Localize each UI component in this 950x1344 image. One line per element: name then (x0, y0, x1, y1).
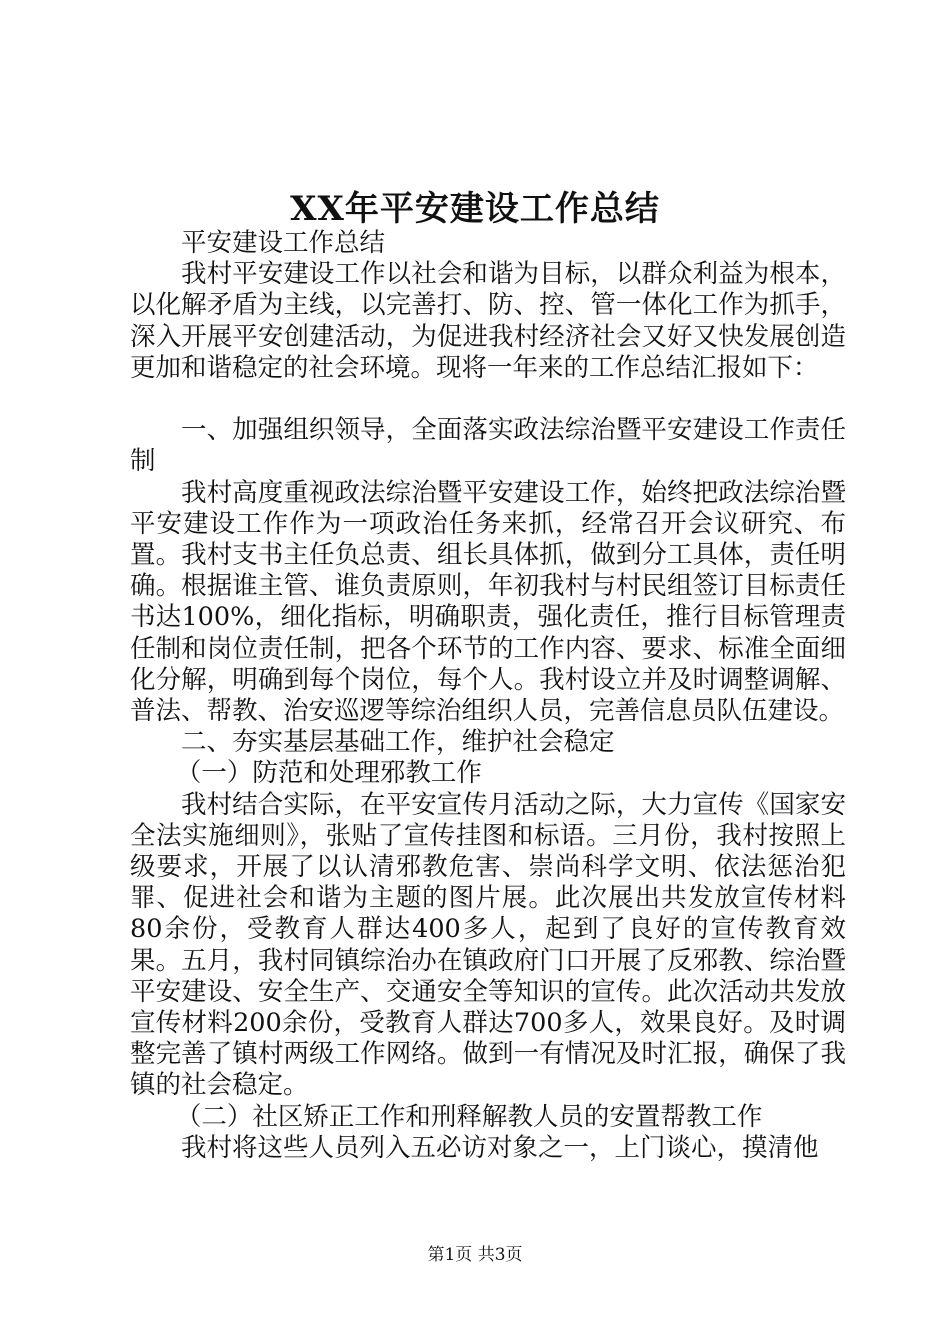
subsection-1-paragraph: 我村结合实际，在平安宣传月活动之际，大力宣传《国家安全法实施细则》，张贴了宣传挂图和标语。三月份，我村按照上级要求，开展了以认清邪教危害、崇尚科学文明、依法惩治犯罪、促进社会和谐为主题的图片展。此次展出共发放宣传材料80余份，受教育人群达400多人，起到了良好的宣传教育效果。五月，我村同镇综治办在镇政府门口开展了反邪教、综治暨平安建设、安全生产、交通安全等知识的宣传。此次活动共发放宣传材料200余份，受教育人群达700多人，效果良好。及时调整完善了镇村两级工作网络。做到一有情况及时汇报，确保了我镇的社会稳定。 (130, 789, 846, 1101)
subtitle-paragraph: 平安建设工作总结 (181, 228, 386, 258)
subsection-heading-2: （二）社区矫正工作和刑释解教人员的安置帮教工作 (175, 1101, 763, 1132)
page-number-footer: 第1页 共3页 (427, 1245, 523, 1265)
blank-line (130, 384, 846, 415)
document-body (130, 228, 846, 1164)
document-title: XX年平安建设工作总结 (290, 189, 660, 229)
intro-paragraph: 我村平安建设工作以社会和谐为目标，以群众利益为根本，以化解矛盾为主线，以完善打、防、控、管一体化工作为抓手，深入开展平安创建活动，为促进我村经济社会又好又快发展创造更加和谐稳定的社会环境。现将一年来的工作总结汇报如下： (130, 259, 846, 383)
section-heading-2: 二、夯实基层基础工作，维护社会稳定 (181, 727, 615, 758)
subsection-2-paragraph: 我村将这些人员列入五必访对象之一，上门谈心，摸清他 (181, 1132, 819, 1163)
section-1-paragraph: 我村高度重视政法综治暨平安建设工作，始终把政法综治暨平安建设工作作为一项政治任务来抓，经常召开会议研究、布置。我村支书主任负总责、组长具体抓，做到分工具体，责任明确。根据谁主管、谁负责原则，年初我村与村民组签订目标责任书达100%，细化指标，明确职责，强化责任，推行目标管理责任制和岗位责任制，把各个环节的工作内容、要求、标准全面细化分解，明确到每个岗位，每个人。我村设立并及时调整调解、普法、帮教、治安巡逻等综治组织人员，完善信息员队伍建设。 (130, 477, 846, 727)
section-heading-1: 一、加强组织领导，全面落实政法综治暨平安建设工作责任制 (130, 415, 846, 477)
subsection-heading-1: （一）防范和处理邪教工作 (175, 758, 482, 789)
